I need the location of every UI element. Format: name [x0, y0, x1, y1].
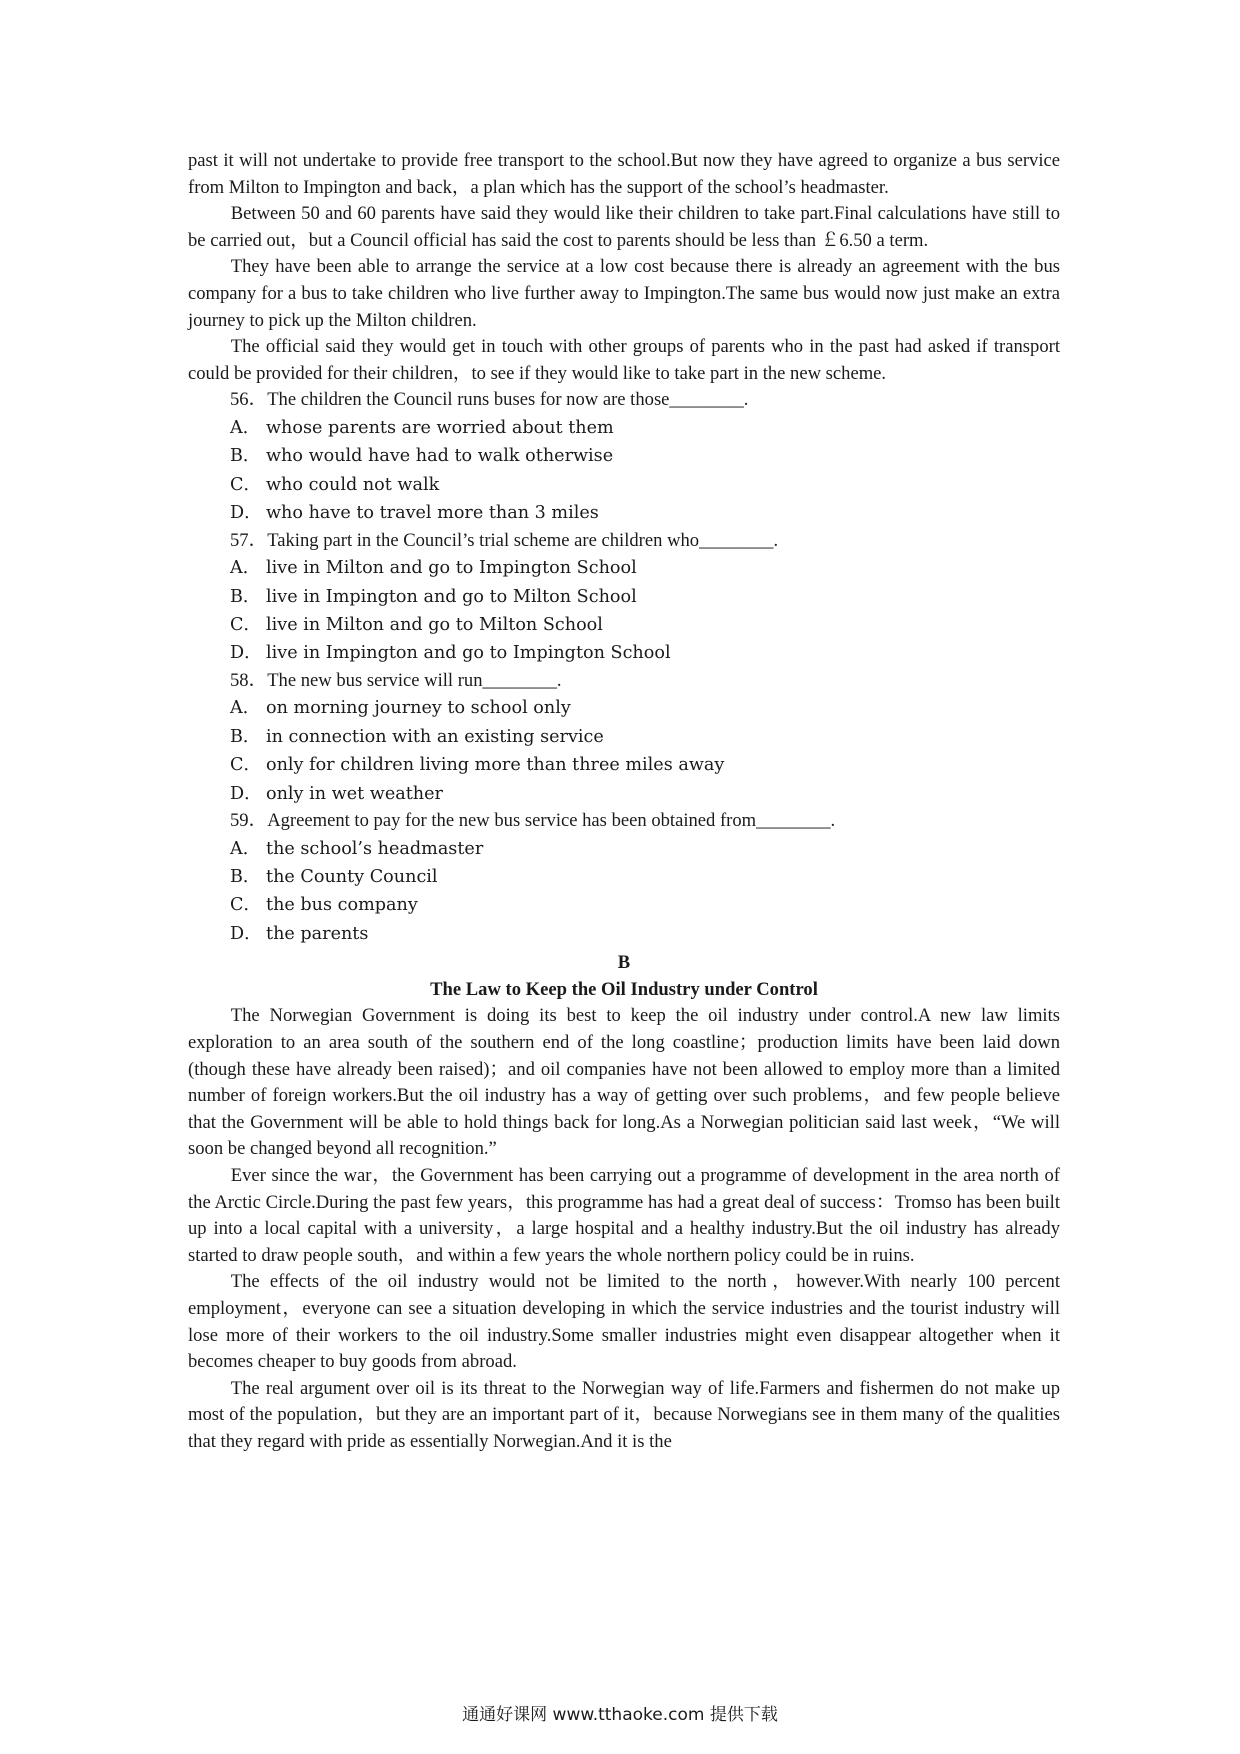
- answer-option: [188, 442, 1060, 470]
- answer-option: [188, 694, 1060, 722]
- option-letter: D．: [230, 503, 262, 524]
- option-letter: C．: [230, 474, 262, 495]
- passage-title: The Law to Keep the Oil Industry under Control: [430, 978, 818, 1000]
- passage-b-paragraph: The real argument over oil is its threat to the Norwegian way of life.Farmers and fishermen do not make up most of the population，but they are an important part of it，because Norwegians see in them many of the qualities that they regard with pride as essentially Norwegian.And it is the: [188, 1377, 1060, 1452]
- question-59: [188, 808, 1060, 948]
- option-letter: A．: [230, 838, 261, 859]
- passage-b-paragraph: The Norwegian Government is doing its best to keep the oil industry under control.A new law limits exploration to an area south of the southern end of the long coastline；production limits have been laid down (though these have already been raised)；and oil companies have not been allowed to employ more than a limited number of foreign workers.But the oil industry has a way of getting over such problems，and few people believe that the Government will be able to hold things back for long.As a Norwegian politician said last week，“We will soon be changed beyond all recognition.”: [188, 1005, 1060, 1160]
- option-letter: A．: [230, 417, 261, 438]
- option-letter: C．: [230, 614, 262, 635]
- passage-b-paragraph: Ever since the war，the Government has been carrying out a programme of development in the area north of the Arctic Circle.During the past few years，this programme has had a great deal of success：Tromso has been built up into a local capital with a university，a large hospital and a healthy industry.But the oil industry has already started to draw people south，and within a few years the whole northern policy could be in ruins.: [188, 1164, 1060, 1266]
- answer-option: [188, 554, 1060, 582]
- passage-a-paragraph: They have been able to arrange the service at a low cost because there is already an agreement with the bus company for a bus to take children who live further away to Impington.The same bus would now just make an extra journey to pick up the Milton children.: [188, 256, 1060, 331]
- question-stem: 57．Taking part in the Council’s trial scheme are children who________.: [230, 529, 779, 551]
- option-text: only in wet weather: [266, 783, 443, 804]
- page-footer: 通通好课网 www.tthaoke.com 提供下载: [462, 1705, 778, 1725]
- question-57: [188, 528, 1060, 668]
- question-stem: 58．The new bus service will run________.: [230, 669, 562, 691]
- answer-option: [188, 863, 1060, 891]
- option-letter: A．: [230, 558, 261, 579]
- option-text: live in Impington and go to Milton School: [266, 586, 637, 607]
- passage-b-paragraph: The effects of the oil industry would not be limited to the north，however.With nearly 100 percent employment，everyone can see a situation developing in which the service industries and the tourist industry will lose more of their workers to the oil industry.Some smaller industries might even disappear altogether when it becomes cheaper to buy goods from abroad.: [188, 1271, 1060, 1373]
- section-label: B: [617, 952, 631, 974]
- option-text: in connection with an existing service: [266, 726, 604, 747]
- option-text: who would have had to walk otherwise: [266, 446, 614, 467]
- answer-option: [188, 723, 1060, 751]
- answer-option: [188, 835, 1060, 863]
- option-text: whose parents are worried about them: [266, 417, 614, 438]
- answer-option: [188, 499, 1060, 527]
- option-text: live in Milton and go to Milton School: [266, 614, 603, 635]
- answer-option: [188, 780, 1060, 808]
- answer-option: [188, 611, 1060, 639]
- option-text: the County Council: [266, 867, 438, 887]
- option-text: live in Impington and go to Impington School: [266, 643, 671, 664]
- option-letter: D．: [230, 643, 262, 664]
- option-letter: C．: [230, 755, 262, 776]
- option-letter: D．: [230, 923, 262, 944]
- question-stem: 59．Agreement to pay for the new bus service has been obtained from________.: [230, 810, 836, 831]
- option-letter: B．: [230, 726, 261, 747]
- question-stem: 56．The children the Council runs buses for now are those________.: [230, 389, 749, 411]
- option-text: who have to travel more than 3 miles: [266, 503, 599, 524]
- option-letter: C．: [230, 895, 262, 916]
- option-text: on morning journey to school only: [266, 698, 571, 719]
- answer-option: [188, 920, 1060, 948]
- option-letter: A．: [230, 698, 261, 719]
- answer-option: [188, 471, 1060, 499]
- option-text: live in Milton and go to Impington School: [266, 558, 637, 579]
- option-text: the bus company: [266, 895, 418, 916]
- answer-option: [188, 751, 1060, 779]
- passage-a-paragraph: past it will not undertake to provide free transport to the school.But now they have agreed to organize a bus service from Milton to Impington and back，a plan which has the support of the school’s headmaster.: [188, 150, 1060, 198]
- option-letter: D．: [230, 783, 262, 804]
- answer-option: [188, 583, 1060, 611]
- option-text: the parents: [266, 923, 369, 944]
- answer-option: [188, 639, 1060, 667]
- question-56: [188, 387, 1060, 527]
- option-letter: B．: [230, 586, 261, 607]
- option-letter: B．: [230, 867, 261, 887]
- option-text: who could not walk: [266, 474, 440, 495]
- option-text: only for children living more than three miles away: [266, 755, 725, 776]
- question-58: [188, 668, 1060, 808]
- option-text: the school’s headmaster: [266, 838, 484, 859]
- document-page: [188, 148, 1060, 1456]
- passage-a-paragraph: Between 50 and 60 parents have said they would like their children to take part.Final calculations have still to be carried out，but a Council official has said the cost to parents should be less than ￡6.50 a term.: [188, 203, 1060, 251]
- answer-option: [188, 891, 1060, 919]
- answer-option: [188, 414, 1060, 442]
- option-letter: B．: [230, 446, 261, 467]
- passage-a-paragraph: The official said they would get in touch with other groups of parents who in the past had asked if transport could be provided for their children，to see if they would like to take part in the new scheme.: [188, 336, 1060, 384]
